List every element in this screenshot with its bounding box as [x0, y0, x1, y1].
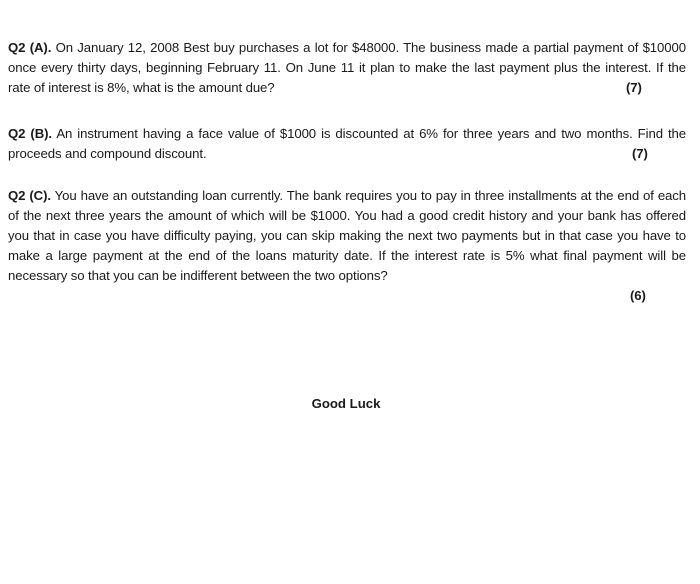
question-q2c-marks: (6): [630, 288, 646, 303]
question-q2c-label: Q2 (C).: [8, 188, 51, 203]
question-q2c-text: [8, 186, 686, 286]
question-q2a: [8, 38, 686, 98]
question-q2b-body: An instrument having a face value of $1000 is discounted at 6% for three years and two months. Find the proceeds and compound discount.: [8, 126, 687, 161]
question-q2a-text: [8, 38, 686, 98]
question-q2b-label: Q2 (B).: [8, 126, 52, 141]
question-q2c: [8, 186, 687, 303]
question-q2b: [8, 124, 686, 164]
question-q2a-marks: (7): [626, 80, 642, 95]
question-q2a-label: Q2 (A).: [8, 40, 52, 55]
question-q2a-body: On January 12, 2008 Best buy purchases a lot for $48000. The business made a partial payment of $10000 once every thirty days, beginning February 11. On June 11 it plan to make the last payment plus the interest. If the rate of interest is 8%, what is the amount due?: [8, 40, 686, 95]
question-q2b-marks: (7): [632, 146, 648, 161]
question-q2c-body: You have an outstanding loan currently. The bank requires you to pay in three installments at the end of each of the next three years the amount of which will be $1000. You had a good credit history and your bank has offered you that in case you have difficulty paying, you can skip making the next two payments but in that case you have to make a large payment at the end of the loans maturity date. If the interest rate is 5% what final payment will be necessary so that you can be indifferent between the two options?: [8, 188, 687, 283]
closing-text: Good Luck: [311, 396, 381, 411]
question-q2b-text: [8, 124, 686, 164]
